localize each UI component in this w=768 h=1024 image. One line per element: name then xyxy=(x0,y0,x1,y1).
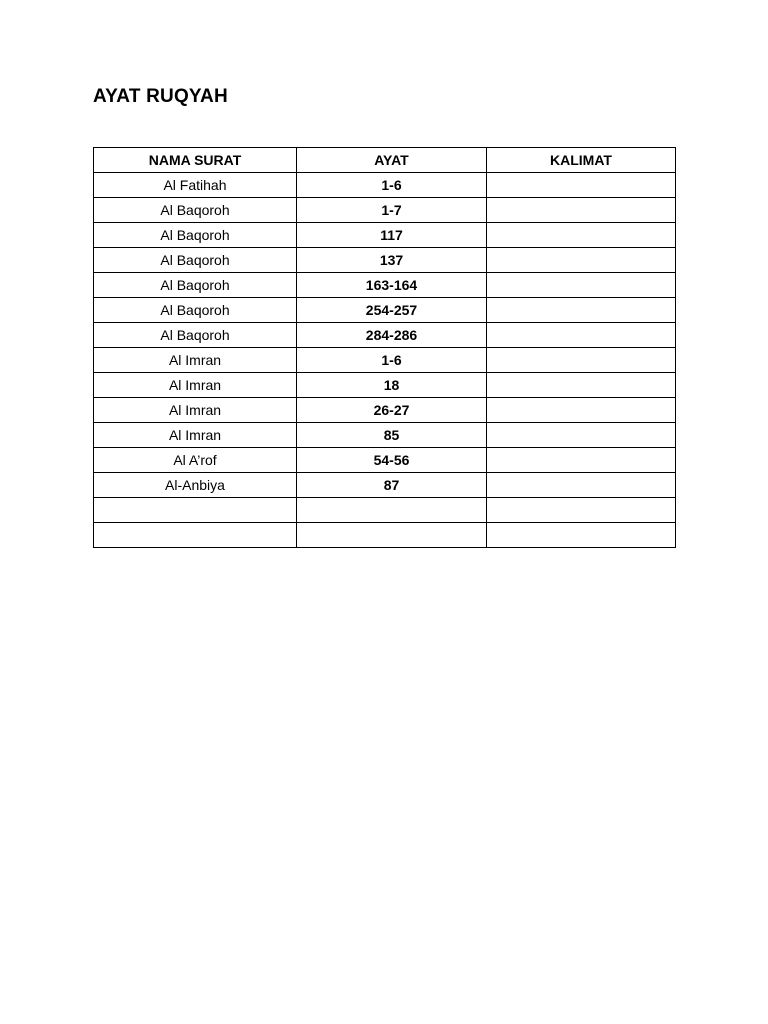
table-row xyxy=(94,248,676,273)
cell-ayat xyxy=(297,498,487,523)
cell-nama-surat: Al Baqoroh xyxy=(94,323,297,348)
cell-ayat: 284-286 xyxy=(297,323,487,348)
cell-kalimat xyxy=(487,348,676,373)
table-row xyxy=(94,348,676,373)
cell-kalimat xyxy=(487,498,676,523)
cell-ayat: 1-6 xyxy=(297,348,487,373)
header-row xyxy=(94,148,676,173)
table-row xyxy=(94,398,676,423)
table-row xyxy=(94,448,676,473)
cell-nama-surat: Al Baqoroh xyxy=(94,223,297,248)
cell-kalimat xyxy=(487,323,676,348)
cell-kalimat xyxy=(487,448,676,473)
cell-kalimat xyxy=(487,298,676,323)
cell-kalimat xyxy=(487,423,676,448)
table-row xyxy=(94,498,676,523)
cell-ayat: 254-257 xyxy=(297,298,487,323)
table-row xyxy=(94,298,676,323)
ruqyah-table xyxy=(93,147,676,548)
cell-ayat: 54-56 xyxy=(297,448,487,473)
cell-kalimat xyxy=(487,173,676,198)
cell-kalimat xyxy=(487,273,676,298)
table-row xyxy=(94,423,676,448)
cell-nama-surat: Al Fatihah xyxy=(94,173,297,198)
cell-ayat: 117 xyxy=(297,223,487,248)
cell-ayat: 137 xyxy=(297,248,487,273)
table-row xyxy=(94,173,676,198)
table-row xyxy=(94,323,676,348)
table-row xyxy=(94,198,676,223)
cell-nama-surat: Al Baqoroh xyxy=(94,298,297,323)
cell-nama-surat: Al Imran xyxy=(94,373,297,398)
cell-ayat: 1-7 xyxy=(297,198,487,223)
header-kalimat: KALIMAT xyxy=(487,148,676,173)
cell-nama-surat: Al Imran xyxy=(94,398,297,423)
cell-nama-surat: Al Baqoroh xyxy=(94,273,297,298)
cell-nama-surat: Al Baqoroh xyxy=(94,248,297,273)
cell-kalimat xyxy=(487,373,676,398)
cell-kalimat xyxy=(487,248,676,273)
cell-nama-surat: Al Baqoroh xyxy=(94,198,297,223)
table-row xyxy=(94,273,676,298)
cell-ayat: 87 xyxy=(297,473,487,498)
table-row xyxy=(94,523,676,548)
cell-nama-surat: Al Imran xyxy=(94,348,297,373)
header-ayat: AYAT xyxy=(297,148,487,173)
cell-kalimat xyxy=(487,398,676,423)
table-row xyxy=(94,473,676,498)
cell-ayat: 18 xyxy=(297,373,487,398)
cell-ayat: 85 xyxy=(297,423,487,448)
cell-kalimat xyxy=(487,473,676,498)
table-row xyxy=(94,223,676,248)
cell-kalimat xyxy=(487,223,676,248)
cell-ayat xyxy=(297,523,487,548)
cell-nama-surat xyxy=(94,498,297,523)
cell-kalimat xyxy=(487,198,676,223)
cell-ayat: 26-27 xyxy=(297,398,487,423)
cell-nama-surat: Al-Anbiya xyxy=(94,473,297,498)
table-header xyxy=(94,148,676,173)
cell-ayat: 163-164 xyxy=(297,273,487,298)
cell-nama-surat xyxy=(94,523,297,548)
table-row xyxy=(94,373,676,398)
cell-kalimat xyxy=(487,523,676,548)
table-body xyxy=(94,173,676,548)
cell-ayat: 1-6 xyxy=(297,173,487,198)
cell-nama-surat: Al Imran xyxy=(94,423,297,448)
page-title: AYAT RUQYAH xyxy=(93,86,228,107)
cell-nama-surat: Al A’rof xyxy=(94,448,297,473)
header-nama-surat: NAMA SURAT xyxy=(94,148,297,173)
